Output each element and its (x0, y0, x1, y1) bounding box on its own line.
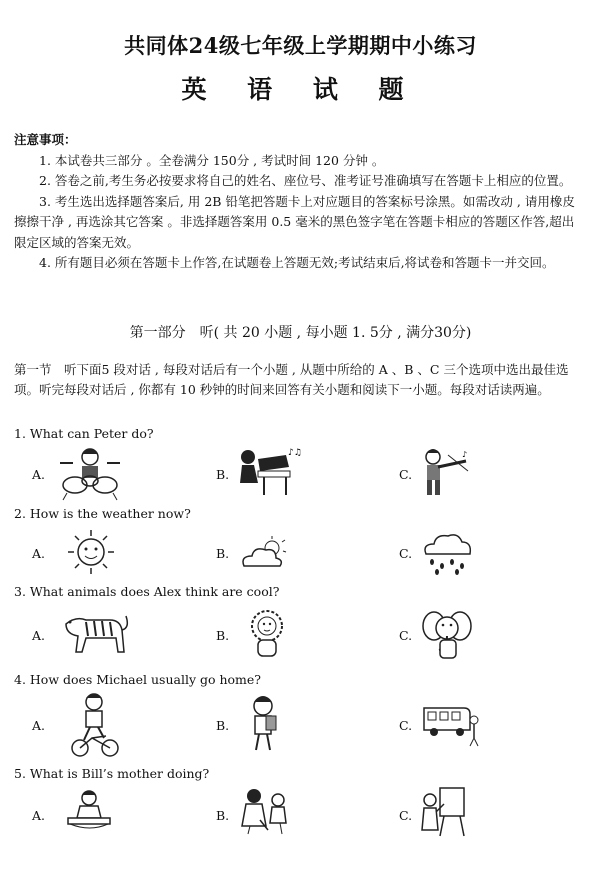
shopping-icon (238, 786, 294, 836)
cooking-icon (64, 788, 114, 832)
option-label[interactable]: A. (32, 628, 46, 643)
exam-subtitle: 英 语 试 题 (181, 75, 420, 104)
lion-icon (244, 608, 290, 660)
part-heading: 第一部分 听( 共 20 小题 , 每小题 1. 5分 , 满分30分) (129, 325, 472, 341)
question-5: 5. What is Bill’s mother doing? (14, 766, 210, 781)
walking-icon (244, 694, 282, 754)
option-label[interactable]: A. (32, 546, 46, 561)
section-instructions (14, 360, 586, 400)
option-label[interactable]: B. (216, 628, 230, 643)
tiger-icon (56, 604, 128, 662)
question-4: 4. How does Michael usually go home? (14, 672, 262, 687)
bike-icon (70, 692, 120, 758)
option-label[interactable]: C. (399, 467, 413, 482)
notice-item: 3. 考生选出选择题答案后, 用 2B 铅笔把答题卡上对应题目的答案标号涂黑。如需改动 , 请用橡皮擦擦干净 , 再选涂其它答案 。非选择题答案用 0.5 毫米的黑色签字笔在答题卡相应的答题区作答,超出限定区域的答案无效。 (14, 193, 575, 250)
section-text: 第一节 听下面5 段对话 , 每段对话后有一个小题 , 从题中所给的 A 、B 、C 三个选项中选出最佳选项。听完每段对话后 , 你都有 10 秒钟的时间来回答有关小题和阅读下一小题。每段对话读两遍。 (14, 362, 569, 397)
option-label[interactable]: B. (216, 718, 230, 733)
notice-item: 2. 答卷之前,考生务必按要求将自己的姓名、座位号、准考证号准确填写在答题卡上相应的位置。 (39, 173, 572, 188)
option-label[interactable]: A. (32, 718, 46, 733)
option-label[interactable]: C. (399, 718, 413, 733)
exam-title: 共同体24级七年级上学期期中小练习 (124, 33, 477, 58)
question-1: 1. What can Peter do? (14, 426, 154, 441)
option-label[interactable]: B. (216, 546, 230, 561)
option-label[interactable]: A. (32, 808, 46, 823)
option-label[interactable]: B. (216, 467, 230, 482)
piano-icon (234, 445, 302, 500)
option-label[interactable]: C. (399, 808, 413, 823)
drums-icon (55, 445, 125, 500)
question-3: 3. What animals does Alex think are cool? (14, 584, 280, 599)
notice-item: 4. 所有题目必须在答题卡上作答,在试题卷上答题无效;考试结束后,将试卷和答题卡一并交回。 (39, 255, 555, 270)
cloudy-icon (238, 534, 290, 574)
rain-icon (420, 530, 476, 576)
sun-icon (58, 528, 124, 576)
bus-icon (420, 698, 482, 750)
question-2: 2. How is the weather now? (14, 506, 191, 521)
option-label[interactable]: C. (399, 628, 413, 643)
notice-heading: 注意事项： (14, 132, 77, 147)
notice-item: 1. 本试卷共三部分 。全卷满分 150分 , 考试时间 120 分钟 。 (39, 152, 385, 168)
notice-block (14, 130, 586, 274)
violin-icon (418, 445, 478, 500)
svg-text:♪♫: ♪♫ (288, 448, 302, 458)
option-label[interactable]: B. (216, 808, 230, 823)
elephant-icon (420, 606, 474, 662)
painting-icon (418, 782, 470, 838)
option-label[interactable]: A. (32, 467, 46, 482)
option-label[interactable]: C. (399, 546, 413, 561)
svg-text:♪: ♪ (462, 450, 468, 459)
